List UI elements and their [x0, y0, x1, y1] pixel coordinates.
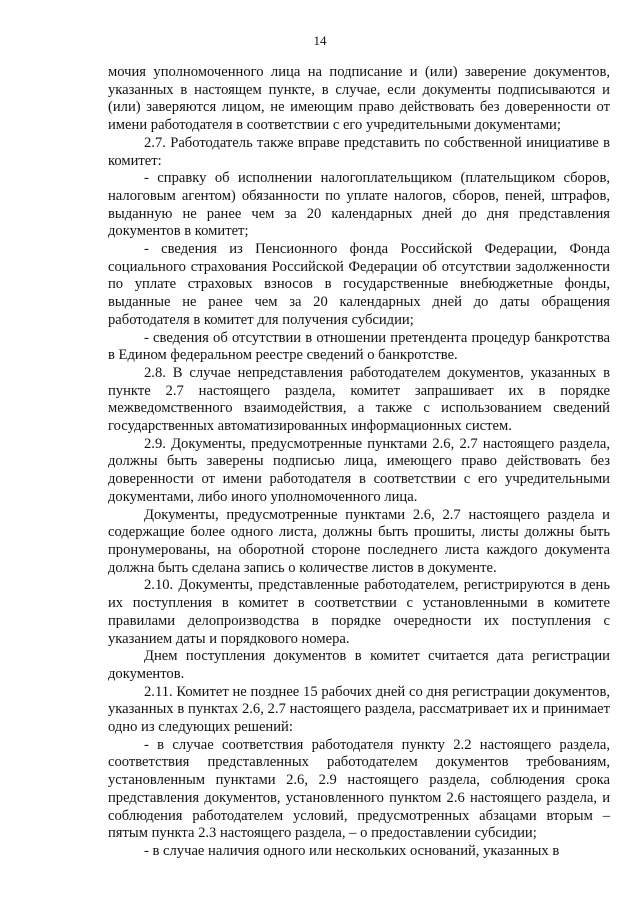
paragraph: - справку об исполнении налогоплательщиком (плательщиком сборов, налоговым агентом) обязанности по уплате налогов, сборов, пеней, штрафов, выданную не ранее чем за 20 календарных дней до дня представления документов в комитет;: [108, 170, 610, 240]
paragraph: 2.8. В случае непредставления работодателем документов, указанных в пункте 2.7 настоящего раздела, комитет запрашивает их в порядке межведомственного взаимодействия, а также с использованием сведений государственных автоматизированных информационных систем.: [108, 364, 610, 435]
paragraph: Днем поступления документов в комитет считается дата регистрации документов.: [108, 648, 610, 682]
document-body: [108, 64, 610, 861]
paragraph: 2.11. Комитет не позднее 15 рабочих дней со дня регистрации документов, указанных в пунктах 2.6, 2.7 настоящего раздела, рассматривает их и принимает одно из следующих решений:: [108, 683, 610, 736]
paragraph: мочия уполномоченного лица на подписание и (или) заверение документов, указанных в настоящем пункте, в случае, если документы подписываются и (или) заверяются лицом, не имеющим право действовать без доверенности от имени работодателя в соответствии с его учредительными документами;: [108, 64, 610, 134]
paragraph: 2.10. Документы, представленные работодателем, регистрируются в день их поступления в комитет в соответствии с установленными в комитете правилами делопроизводства в порядке очередности их поступления с указанием даты и порядкового номера.: [108, 577, 610, 647]
page-number: 14: [313, 33, 327, 48]
paragraph: 2.9. Документы, предусмотренные пунктами 2.6, 2.7 настоящего раздела, должны быть заверены подписью лица, имеющего право действовать без доверенности от имени работодателя в соответствии с его учредительными документами, либо иного уполномоченного лица.: [108, 435, 610, 505]
paragraph: - сведения об отсутствии в отношении претендента процедур банкротства в Едином федеральном реестре сведений о банкротстве.: [108, 329, 610, 364]
paragraph: - в случае соответствия работодателя пункту 2.2 настоящего раздела, соответствия представленных работодателем документов требованиям, установленным пунктами 2.6, 2.9 настоящего раздела, соблюдения срока представления документов, установленного пунктом 2.6 настоящего раздела, и соблюдения работодателем условий, предусмотренных абзацами вторым – пятым пункта 2.3 настоящего раздела, – о предоставлении субсидии;: [108, 736, 610, 842]
paragraph: - в случае наличия одного или нескольких оснований, указанных в: [144, 842, 560, 859]
paragraph: 2.7. Работодатель также вправе представить по собственной инициативе в комитет:: [108, 134, 610, 169]
paragraph: - сведения из Пенсионного фонда Российской Федерации, Фонда социального страхования Российской Федерации об отсутствии задолженности по уплате страховых взносов в государственные внебюджетные фонды, выданные не ранее чем за 20 календарных дней до даты обращения работодателя в комитет для получения субсидии;: [108, 241, 610, 328]
paragraph: Документы, предусмотренные пунктами 2.6, 2.7 настоящего раздела и содержащие более одного листа, должны быть прошиты, листы должны быть пронумерованы, на оборотной стороне последнего листа каждого документа должна быть сделана запись о количестве листов в документе.: [108, 506, 610, 576]
